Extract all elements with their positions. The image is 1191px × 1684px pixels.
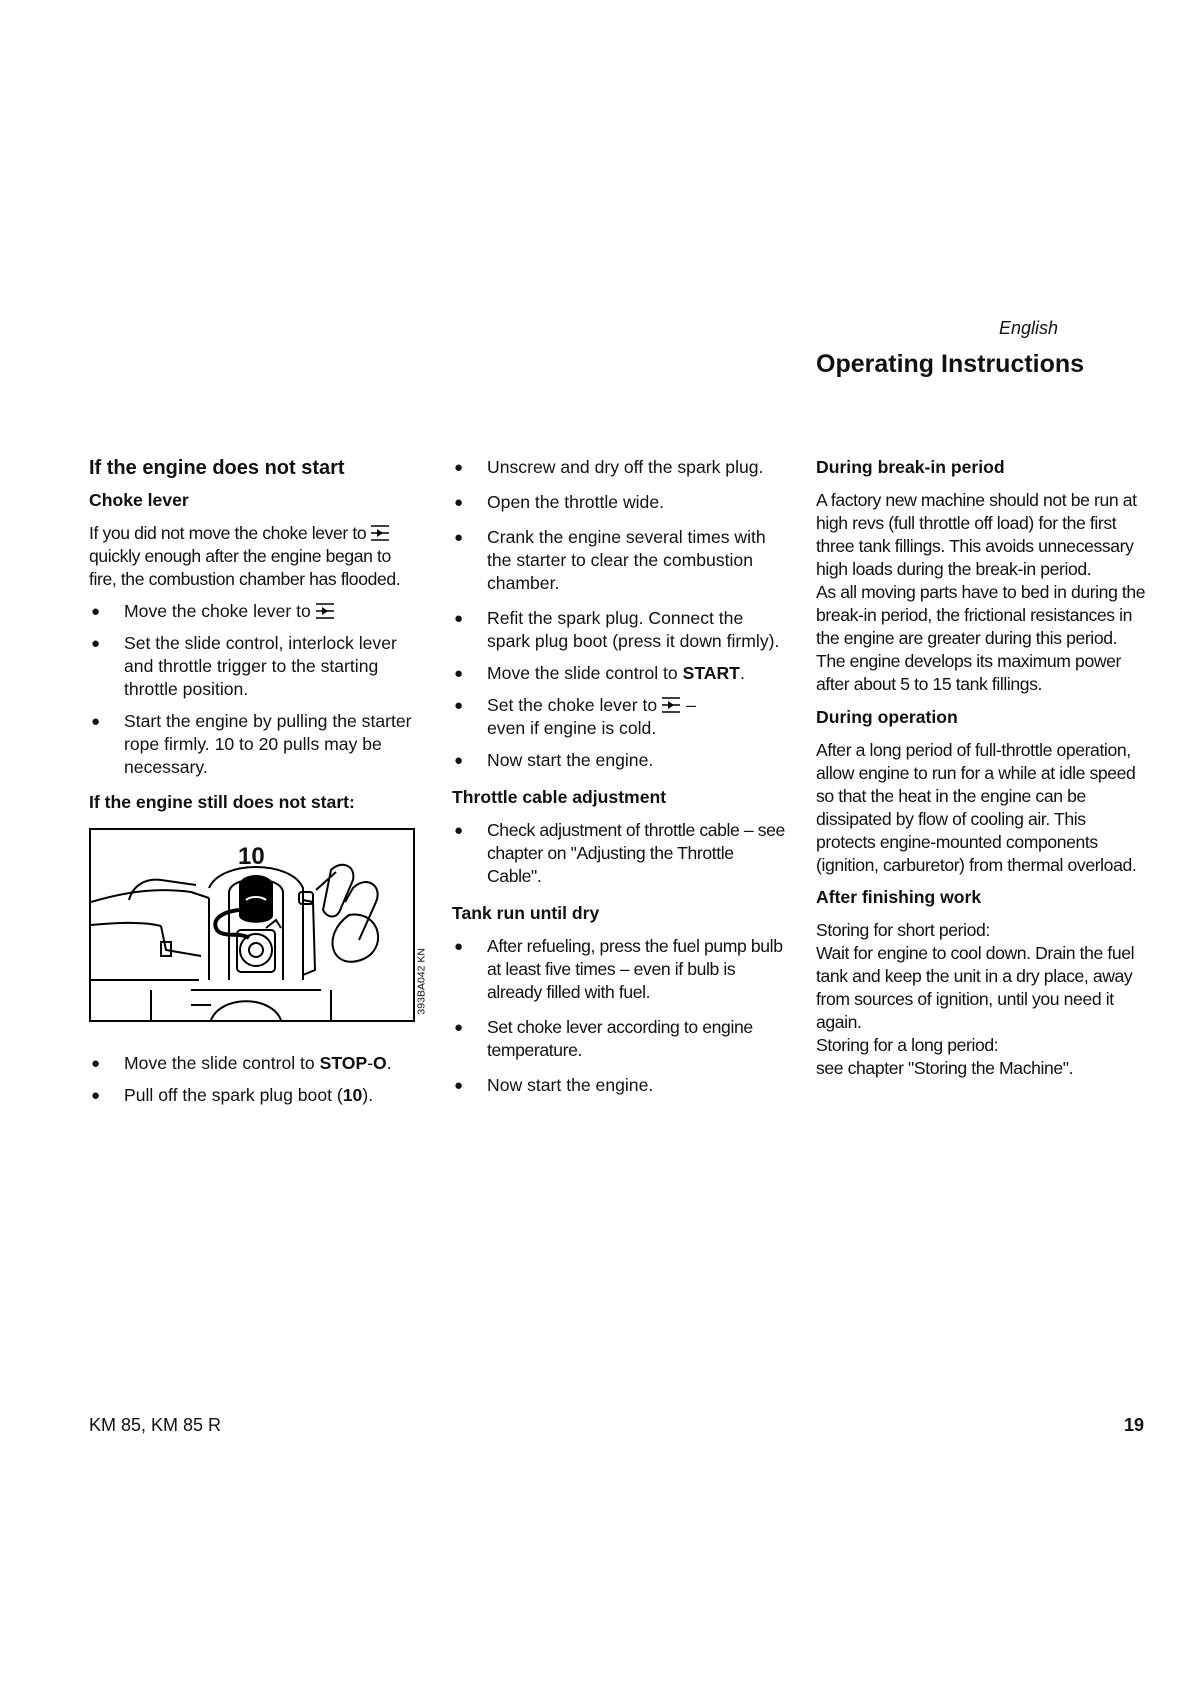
bullet-icon: ● [454,665,464,682]
finishing-line: Storing for a long period: [816,1035,999,1055]
choke-intro [89,522,419,591]
bullet-icon: ● [454,1019,463,1036]
break-in-text [816,489,1146,696]
figure-callout-label: 10 [238,843,265,870]
list-item-text: Unscrew and dry off the spark plug. [487,457,764,477]
bullet-icon: ● [91,1055,101,1072]
list-item-text: After refueling, press the fuel pump bulb at least five times – even if bulb is already filled with fuel. [487,936,783,1002]
list-item [452,1016,786,1062]
page-title: Operating Instructions [816,350,1085,378]
bullet-icon: ● [91,635,101,652]
column-2 [452,456,786,1106]
figure-code: 393BA042 KN [416,948,428,1015]
flood-steps [452,456,786,772]
choke-symbol-icon [661,696,681,714]
list-item [452,662,786,685]
break-in-paragraph: The engine develops its maximum power after about 5 to 15 tank fillings. [816,651,1121,694]
choke-intro-before: If you did not move the choke lever to [89,523,367,543]
finishing-text [816,919,1146,1080]
list-item-text: Pull off the spark plug boot ( [124,1085,343,1105]
list-item [452,749,786,772]
list-item-text: Refit the spark plug. Connect the spark plug boot (press it down firmly). [487,608,780,651]
list-item-text: Start the engine by pulling the starter rope firmly. 10 to 20 pulls may be necessary. [124,711,412,777]
start-label: START [682,663,740,683]
choke-symbol-icon [370,524,390,542]
ref-number: 10 [342,1085,363,1105]
footer-model: KM 85, KM 85 R [89,1415,222,1435]
bullet-icon: ● [454,610,464,627]
bullet-icon: ● [454,459,464,476]
list-item [89,1084,419,1107]
list-item-text: Move the slide control to [124,1053,320,1073]
tank-steps [452,935,786,1097]
bullet-icon: ● [91,1087,101,1104]
list-item-text: Now start the engine. [487,1075,654,1095]
list-item [452,819,786,888]
choke-symbol-icon [315,602,335,620]
list-item-text: Open the throttle wide. [487,492,665,512]
bullet-icon: ● [454,494,464,511]
bullet-icon: ● [454,938,463,955]
list-item-text: ). [362,1085,374,1105]
subheading-break-in: During break-in period [816,457,1005,477]
subheading-during-operation: During operation [816,707,958,727]
o-label: O [373,1053,387,1073]
break-in-paragraph: A factory new machine should not be run at high revs (full throttle off load) for the first three tank fillings. This avoids unnecessary high loads during the break-in period. [816,490,1137,579]
operation-text: After a long period of full-throttle operation, allow engine to run for a while at idle speed so that the heat in the engine can be dissipated by flow of cooling air. This protects engine-mounted components (ignition, carburetor) from thermal overload. [816,740,1137,875]
subheading-choke-lever: Choke lever [89,490,189,510]
list-item [452,607,786,653]
list-item [452,694,786,740]
column-3 [816,456,1146,1080]
list-item [89,1052,419,1075]
list-item-text: Move the choke lever to [124,601,311,621]
list-item [452,491,786,514]
bullet-icon: ● [454,697,464,714]
subheading-still-not-start: If the engine still does not start: [89,792,355,812]
list-item [452,1074,786,1097]
list-item [452,456,786,479]
list-item-text: even if engine is cold. [487,718,657,738]
bullet-icon: ● [454,752,464,769]
bullet-icon: ● [454,529,464,546]
list-item-text: - [367,1053,374,1073]
spark-plug-steps [89,1052,419,1107]
list-item [89,632,419,701]
bullet-icon: ● [454,1077,464,1094]
list-item [452,935,786,1004]
list-item-text: Move the slide control to [487,663,683,683]
list-item-text: Crank the engine several times with the starter to clear the combustion chamber. [487,527,766,593]
list-item-text: – [681,695,696,715]
list-item-text: Set the slide control, interlock lever and throttle trigger to the starting throttle position. [124,633,397,699]
break-in-paragraph: As all moving parts have to bed in during the break-in period, the frictional resistances in the engine are greater during this period. [816,582,1146,648]
bullet-icon: ● [454,822,463,839]
throttle-steps [452,819,786,888]
list-item [89,600,419,623]
subheading-after-finishing: After finishing work [816,887,982,907]
list-item-text: Set the choke lever to [487,695,658,715]
finishing-line: Wait for engine to cool down. Drain the fuel tank and keep the unit in a dry place, away from sources of ignition, until you need it again. [816,943,1135,1032]
section-heading-not-start: If the engine does not start [89,457,345,479]
finishing-line: see chapter "Storing the Machine". [816,1058,1074,1078]
list-item-text: . [739,663,745,683]
stop-label: STOP [319,1053,368,1073]
bullet-icon: ● [91,603,101,620]
page-number: 19 [1123,1415,1144,1435]
list-item-text: Check adjustment of throttle cable – see chapter on "Adjusting the Throttle Cable". [487,820,785,886]
list-item [89,710,419,779]
list-item-text: Set choke lever according to engine temperature. [487,1017,753,1060]
list-item-text: Now start the engine. [487,750,654,770]
language-label: English [998,318,1058,338]
spark-plug-figure [89,828,428,1022]
finishing-line: Storing for short period: [816,920,990,940]
choke-intro-after: quickly enough after the engine began to fire, the combustion chamber has flooded. [89,546,401,589]
list-item-text: . [386,1053,392,1073]
list-item [452,526,786,595]
choke-steps [89,600,419,779]
subheading-tank-run-dry: Tank run until dry [452,903,600,923]
bullet-icon: ● [91,713,101,730]
column-1 [89,456,428,1116]
subheading-throttle-cable: Throttle cable adjustment [452,787,667,807]
